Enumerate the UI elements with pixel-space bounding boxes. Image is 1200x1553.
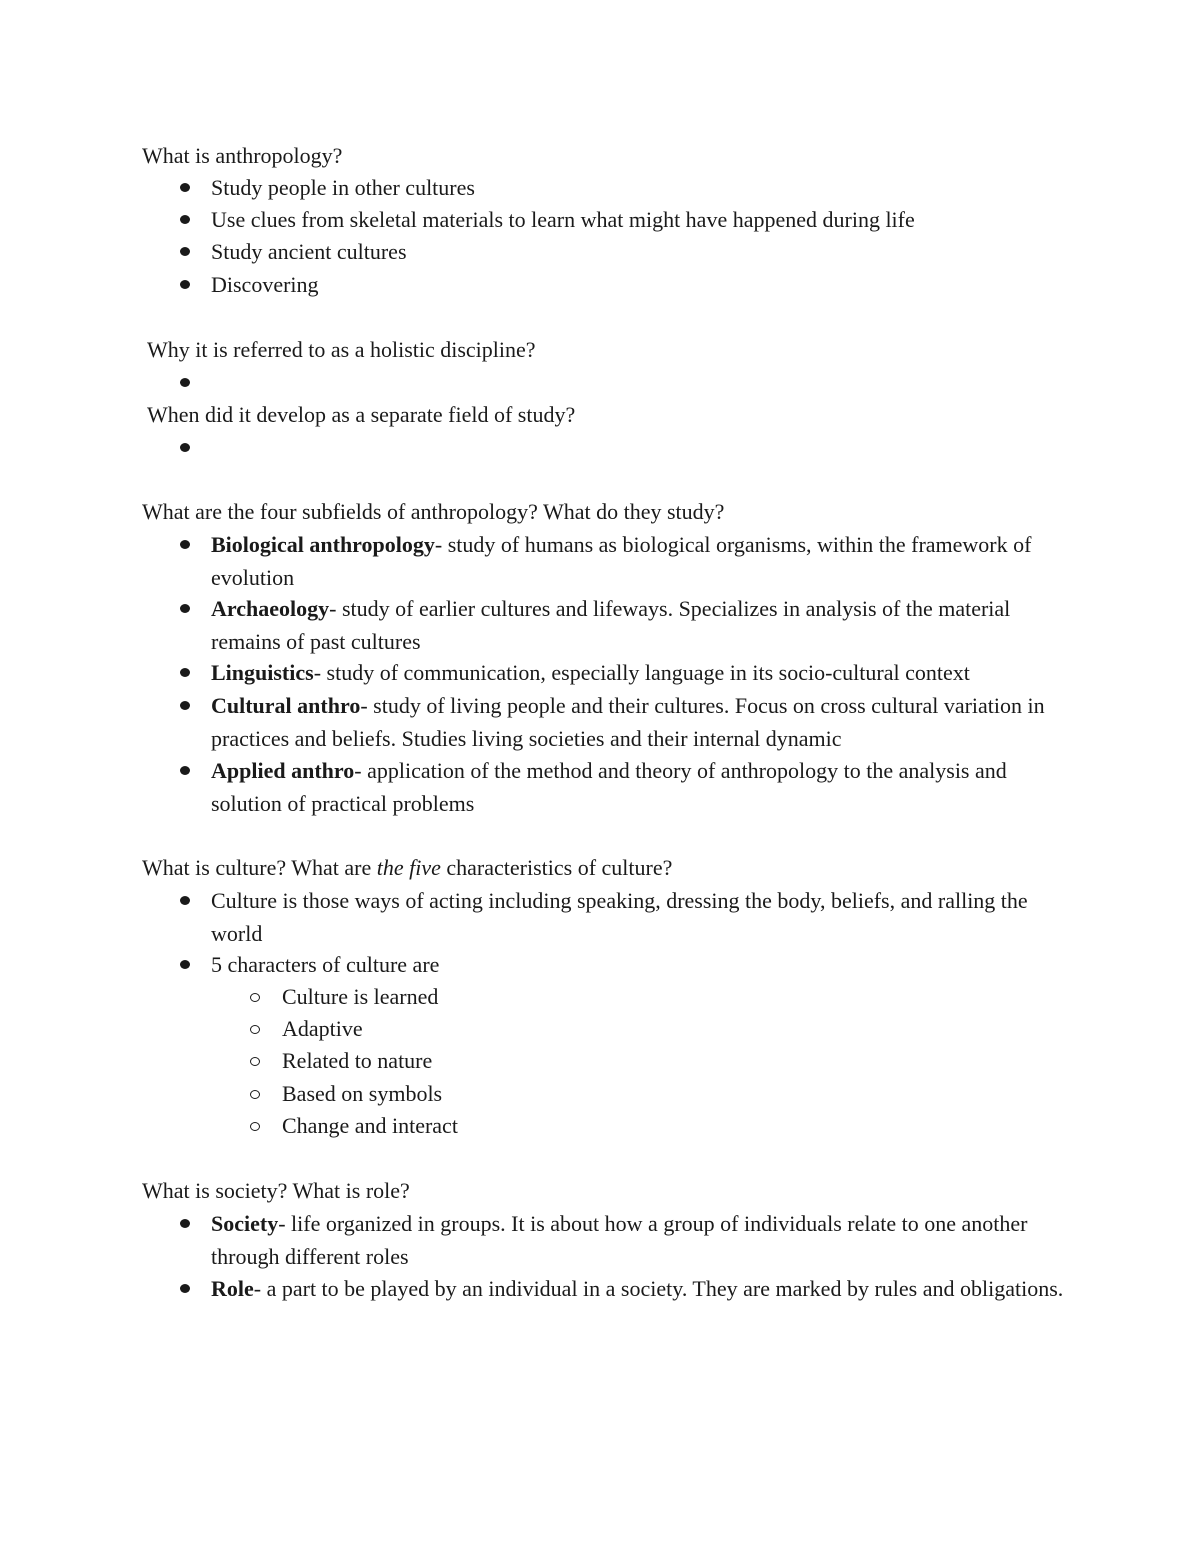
list-item <box>211 690 1071 755</box>
sub-list-item: Related to nature <box>282 1045 432 1078</box>
definition: - application of the method and theory of anthropology to the analysis and solution of practical problems <box>211 758 1007 816</box>
definition: - a part to be played by an individual in a society. They are marked by rules and obligations. <box>253 1276 1064 1301</box>
list-item: Culture is those ways of acting including speaking, dressing the body, beliefs, and ralling the world <box>211 885 1071 950</box>
question-emphasis: the five <box>376 855 441 880</box>
list-item: 5 characters of culture are <box>211 949 1071 982</box>
term: Society <box>211 1211 279 1236</box>
list-item <box>211 1208 1071 1273</box>
definition: - study of humans as biological organisms, within the framework of evolution <box>211 532 1032 590</box>
term: Archaeology <box>211 596 330 621</box>
empty-bullet <box>180 443 190 452</box>
list-item: Study ancient cultures <box>211 236 1071 269</box>
question-text: What is culture? What are <box>142 855 377 880</box>
list-item <box>211 1273 1071 1306</box>
question-four-subfields: What are the four subfields of anthropology? What do they study? <box>142 499 725 524</box>
term: Role <box>211 1276 254 1301</box>
term: Cultural anthro <box>211 693 361 718</box>
list-item: Use clues from skeletal materials to learn what might have happened during life <box>211 204 1071 237</box>
definition: - life organized in groups. It is about how a group of individuals relate to one another through different roles <box>211 1211 1028 1269</box>
question-separate-field: When did it develop as a separate field of study? <box>147 402 576 427</box>
list-item: Discovering <box>211 269 1071 302</box>
question-text: characteristics of culture? <box>440 855 673 880</box>
sub-list-item: Culture is learned <box>282 981 438 1014</box>
term: Applied anthro <box>211 758 355 783</box>
question-what-is-anthropology: What is anthropology? <box>142 143 343 168</box>
question-what-is-society: What is society? What is role? <box>142 1178 410 1203</box>
question-what-is-culture <box>142 852 672 885</box>
term: Linguistics <box>211 660 314 685</box>
sub-list-item: Change and interact <box>282 1110 458 1143</box>
sub-list-item: Based on symbols <box>282 1078 442 1111</box>
list-item <box>211 755 1071 820</box>
definition: - study of communication, especially language in its socio-cultural context <box>313 660 970 685</box>
list-item <box>211 529 1071 594</box>
empty-bullet <box>180 378 190 387</box>
list-item <box>211 593 1071 658</box>
definition: - study of living people and their cultures. Focus on cross cultural variation in practices and beliefs. Studies living societies and their internal dynamic <box>211 693 1045 751</box>
list-item <box>211 657 1071 690</box>
list-item: Study people in other cultures <box>211 172 1071 205</box>
definition: - study of earlier cultures and lifeways. Specializes in analysis of the material remains of past cultures <box>211 596 1011 654</box>
question-holistic-discipline: Why it is referred to as a holistic discipline? <box>147 337 536 362</box>
term: Biological anthropology <box>211 532 435 557</box>
sub-list-item: Adaptive <box>282 1013 363 1046</box>
